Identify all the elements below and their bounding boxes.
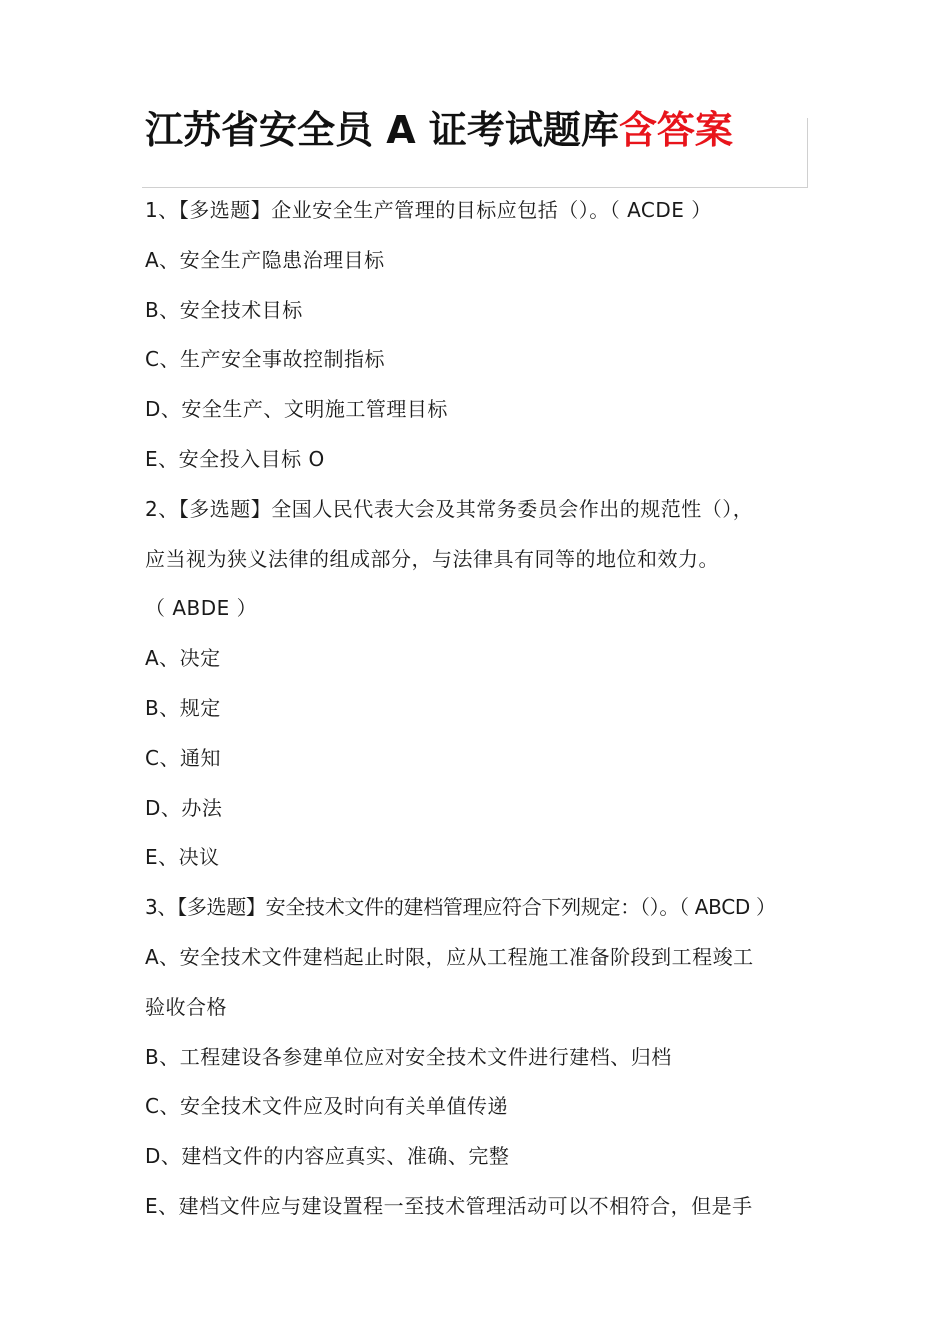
question-1-option-e: E、安全投入目标 O: [145, 446, 325, 471]
question-3-option-c: C、安全技术文件应及时向有关单值传递: [145, 1094, 508, 1119]
document-title: [145, 104, 733, 156]
question-2-option-b: B、规定: [145, 695, 221, 720]
question-1-stem: 1、【多选题】企业安全生产管理的目标应包括（）。（ ACDE ）: [145, 198, 712, 222]
question-3-option-e: E、建档文件应与建设置程一至技术管理活动可以不相符合，但是手: [145, 1193, 753, 1218]
question-content: [145, 186, 815, 1232]
question-1-option-d: D、安全生产、文明施工管理目标: [145, 397, 448, 422]
question-2-option-c: C、通知: [145, 745, 221, 770]
question-3-option-a: A、安全技术文件建档起止时限，应从工程施工准备阶段到工程竣工: [145, 944, 754, 969]
question-1-option-a: A、安全生产隐患治理目标: [145, 247, 385, 272]
question-2-stem-cont: 应当视为狭义法律的组成部分，与法律具有同等的地位和效力。: [145, 546, 719, 571]
question-3-option-d: D、建档文件的内容应真实、准确、完整: [145, 1144, 510, 1169]
question-3-option-b: B、工程建设各参建单位应对安全技术文件进行建档、归档: [145, 1044, 672, 1069]
question-2-answer: （ ABDE ）: [145, 596, 258, 621]
question-3-stem: 3、【多选题】安全技术文件的建档管理应符合下列规定：（）。（ ABCD ）: [145, 895, 776, 920]
question-2-option-e: E、决议: [145, 845, 220, 870]
question-1-option-c: C、生产安全事故控制指标: [145, 347, 385, 372]
question-2-option-d: D、办法: [145, 795, 223, 820]
question-2-stem: 2、【多选题】全国人民代表大会及其常务委员会作出的规范性（），: [145, 496, 754, 521]
question-1-option-b: B、安全技术目标: [145, 297, 303, 322]
title-main: 江苏省安全员 A 证考试题库: [145, 108, 619, 152]
question-2-option-a: A、决定: [145, 646, 221, 671]
title-accent: 含答案: [618, 108, 733, 152]
question-3-option-a-cont: 验收合格: [145, 994, 227, 1019]
